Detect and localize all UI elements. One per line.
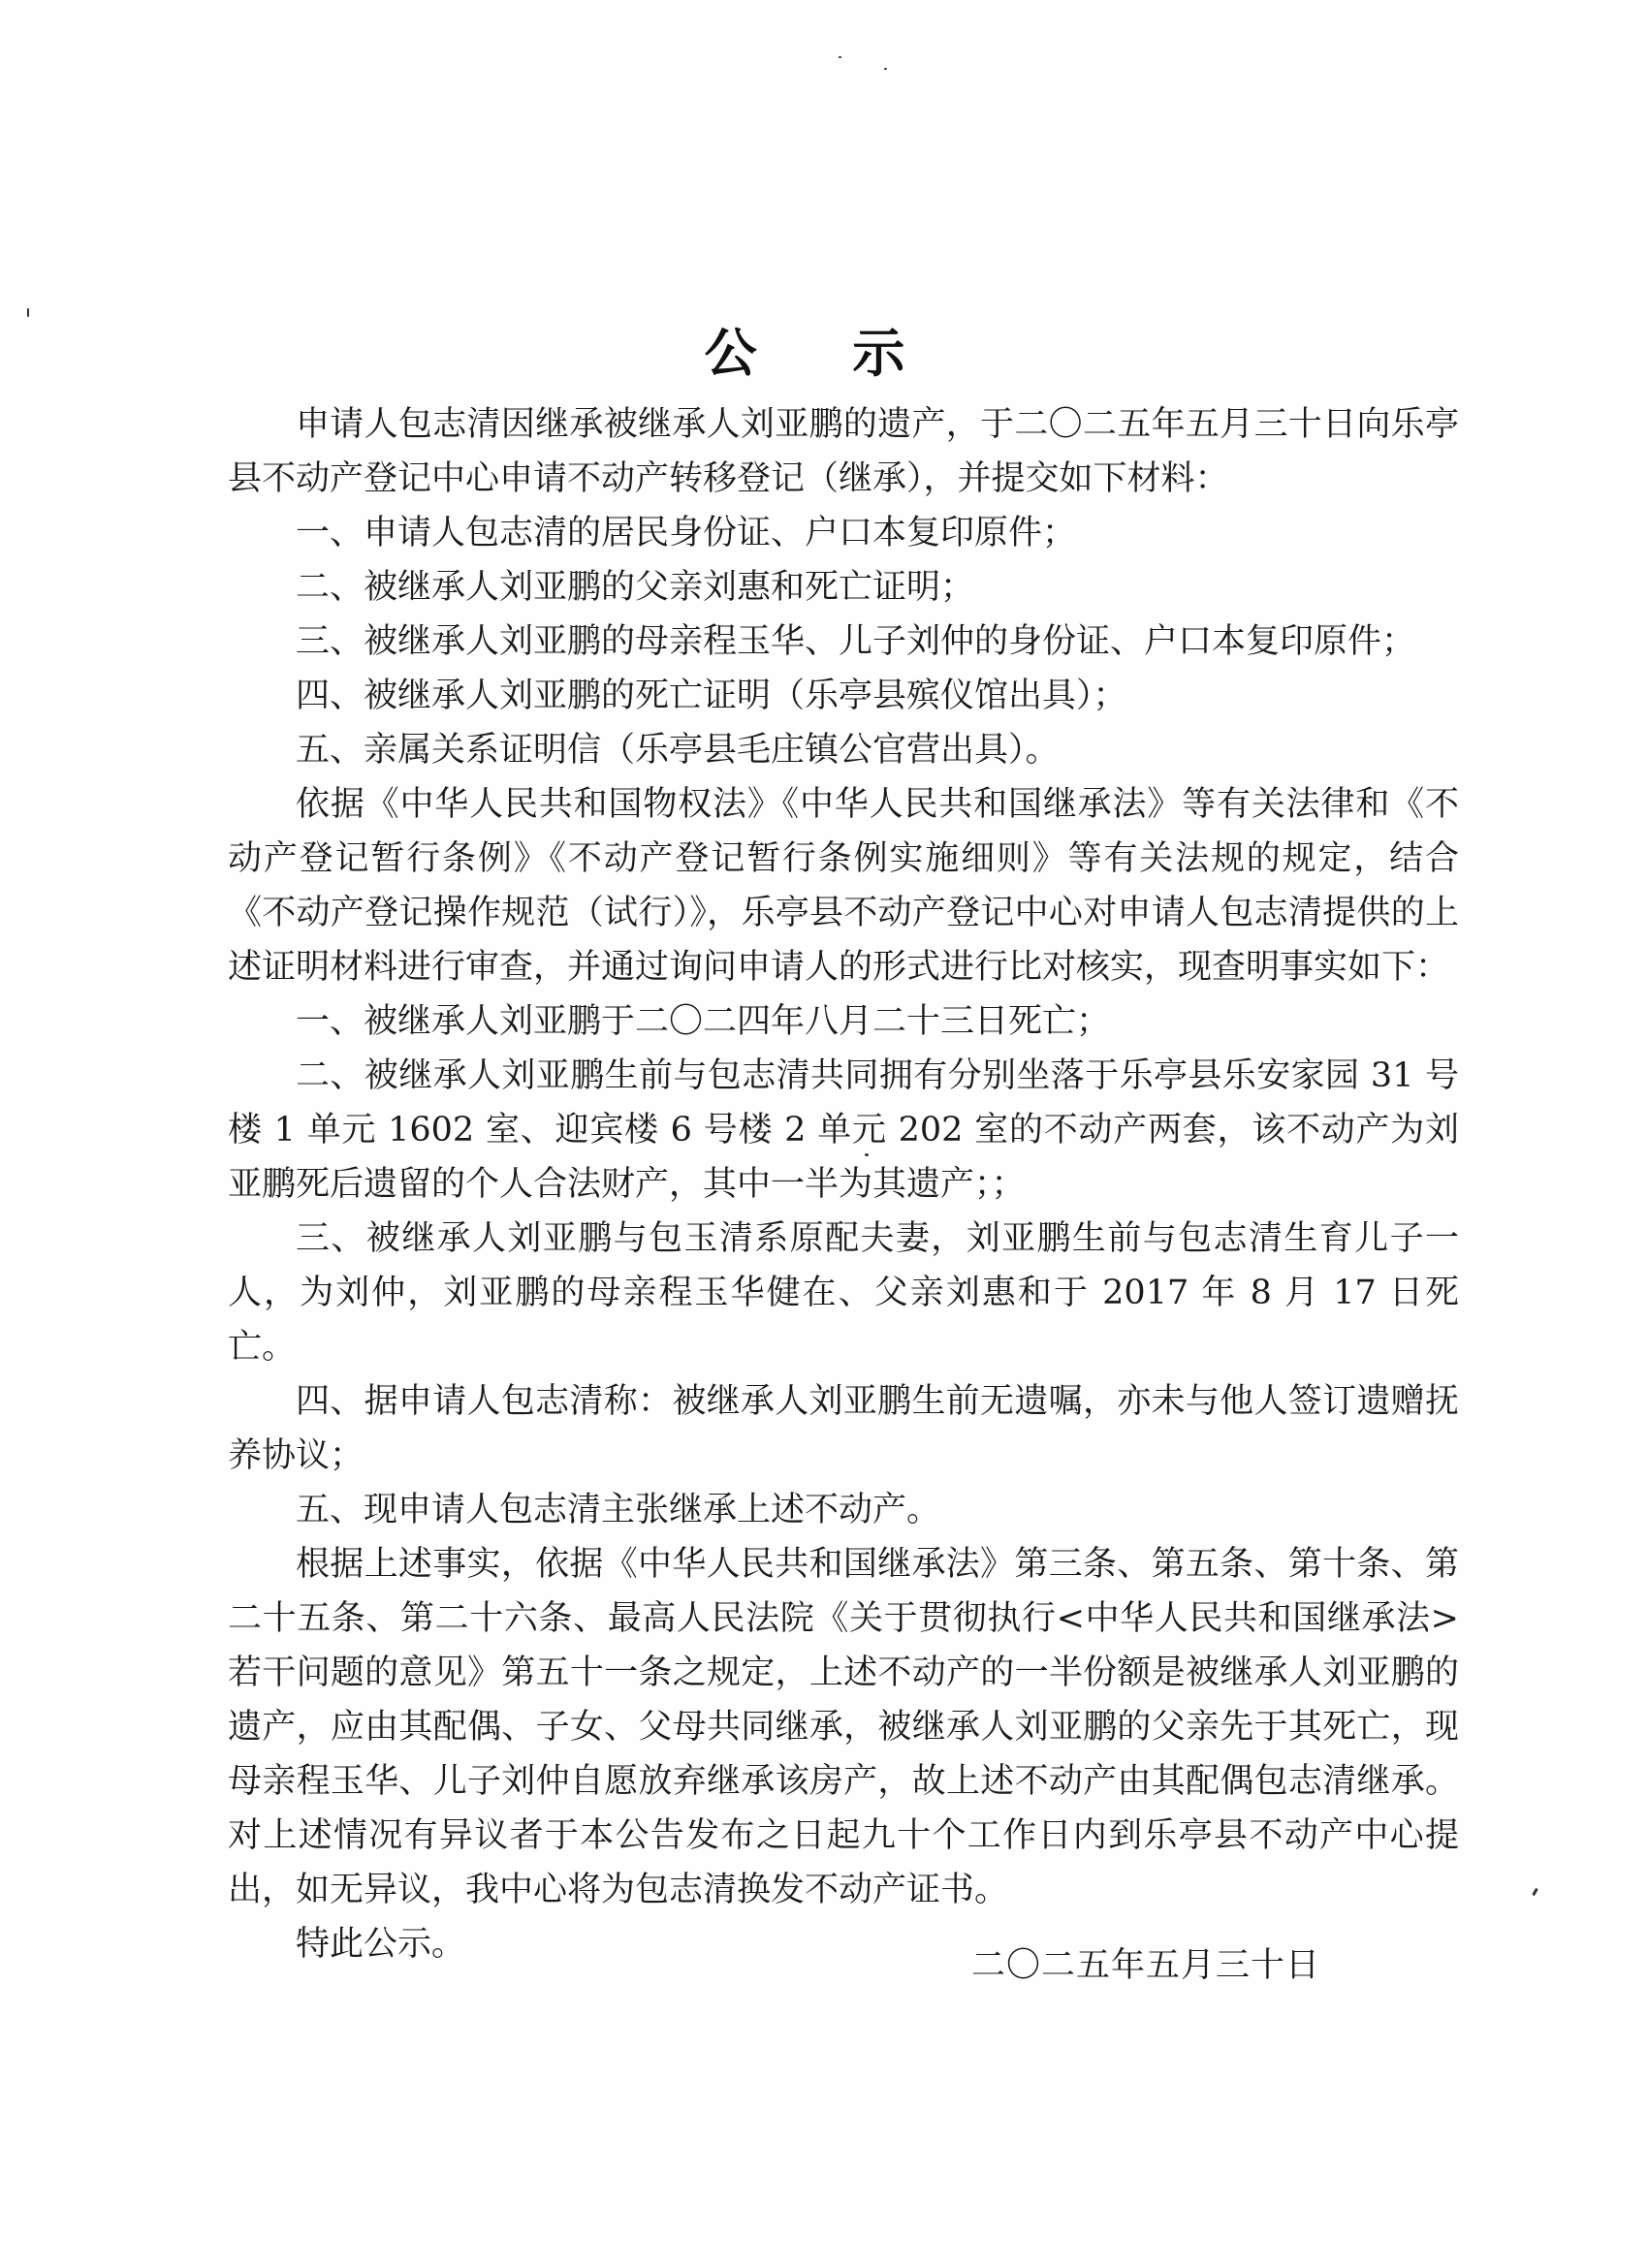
fact-item-2: 二、被继承人刘亚鹏生前与包志清共同拥有分别坐落于乐亭县乐安家园 31 号楼 1 单元 1602 室、迎宾楼 6 号楼 2 单元 202 室的不动产两套，该不动产为刘亚鹏死后遗留的个人合法财产，其中一半为其遗产；； bbox=[228, 1056, 1459, 1204]
material-item-5: 五、亲属关系证明信（乐亭县毛庄镇公官营出具）。 bbox=[296, 731, 1060, 770]
notice-date: 二〇二五年五月三十日 bbox=[970, 1946, 1320, 1985]
closing-line: 特此公示。 bbox=[296, 1925, 466, 1964]
scan-speck bbox=[884, 68, 887, 70]
fact-item-3: 三、被继承人刘亚鹏与包玉清系原配夫妻，刘亚鹏生前与包志清生育儿子一人，为刘仲，刘亚鹏的母亲程玉华健在、父亲刘惠和于 2017 年 8 月 17 日死亡。 bbox=[228, 1219, 1459, 1367]
intro-paragraph: 申请人包志清因继承被继承人刘亚鹏的遗产，于二〇二五年五月三十日向乐亭县不动产登记中心申请不动产转移登记（继承），并提交如下材料： bbox=[228, 405, 1459, 498]
fact-item-4: 四、据申请人包志清称：被继承人刘亚鹏生前无遗嘱，亦未与他人签订遗赠抚养协议； bbox=[228, 1382, 1459, 1475]
notice-title: 公 示 bbox=[704, 322, 944, 384]
material-item-1: 一、申请人包志清的居民身份证、户口本复印原件； bbox=[296, 514, 1077, 552]
conclusion-paragraph: 根据上述事实，依据《中华人民共和国继承法》第三条、第五条、第十条、第二十五条、第二十六条、最高人民法院《关于贯彻执行<中华人民共和国继承法>若干问题的意见》第五十一条之规定，上述不动产的一半份额是被继承人刘亚鹏的遗产，应由其配偶、子女、父母共同继承，被继承人刘亚鹏的父亲先于其死亡，现母亲程玉华、儿子刘仲自愿放弃继承该房产，故上述不动产由其配偶包志清继承。对上述情况有异议者于本公告发布之日起九十个工作日内到乐亭县不动产中心提出，如无异议，我中心将为包志清换发不动产证书。 bbox=[228, 1545, 1459, 1909]
scan-speck bbox=[839, 56, 841, 58]
material-item-2: 二、被继承人刘亚鹏的父亲刘惠和死亡证明； bbox=[296, 568, 975, 607]
scan-speck bbox=[1532, 1888, 1538, 1896]
fact-item-5: 五、现申请人包志清主张继承上述不动产。 bbox=[296, 1491, 941, 1529]
fact-item-1: 一、被继承人刘亚鹏于二〇二四年八月二十三日死亡； bbox=[296, 1002, 1111, 1041]
material-item-4: 四、被继承人刘亚鹏的死亡证明（乐亭县殡仪馆出具）； bbox=[296, 677, 1127, 715]
legal-basis-paragraph: 依据《中华人民共和国物权法》《中华人民共和国继承法》等有关法律和《不动产登记暂行条例》《不动产登记暂行条例实施细则》等有关法规的规定，结合《不动产登记操作规范（试行）》，乐亭县不动产登记中心对申请人包志清提供的上述证明材料进行审查，并通过询问申请人的形式进行比对核实，现查明事实如下： bbox=[228, 785, 1459, 987]
material-item-3: 三、被继承人刘亚鹏的母亲程玉华、儿子刘仲的身份证、户口本复印原件； bbox=[296, 622, 1416, 661]
notice-body bbox=[228, 397, 1459, 1971]
